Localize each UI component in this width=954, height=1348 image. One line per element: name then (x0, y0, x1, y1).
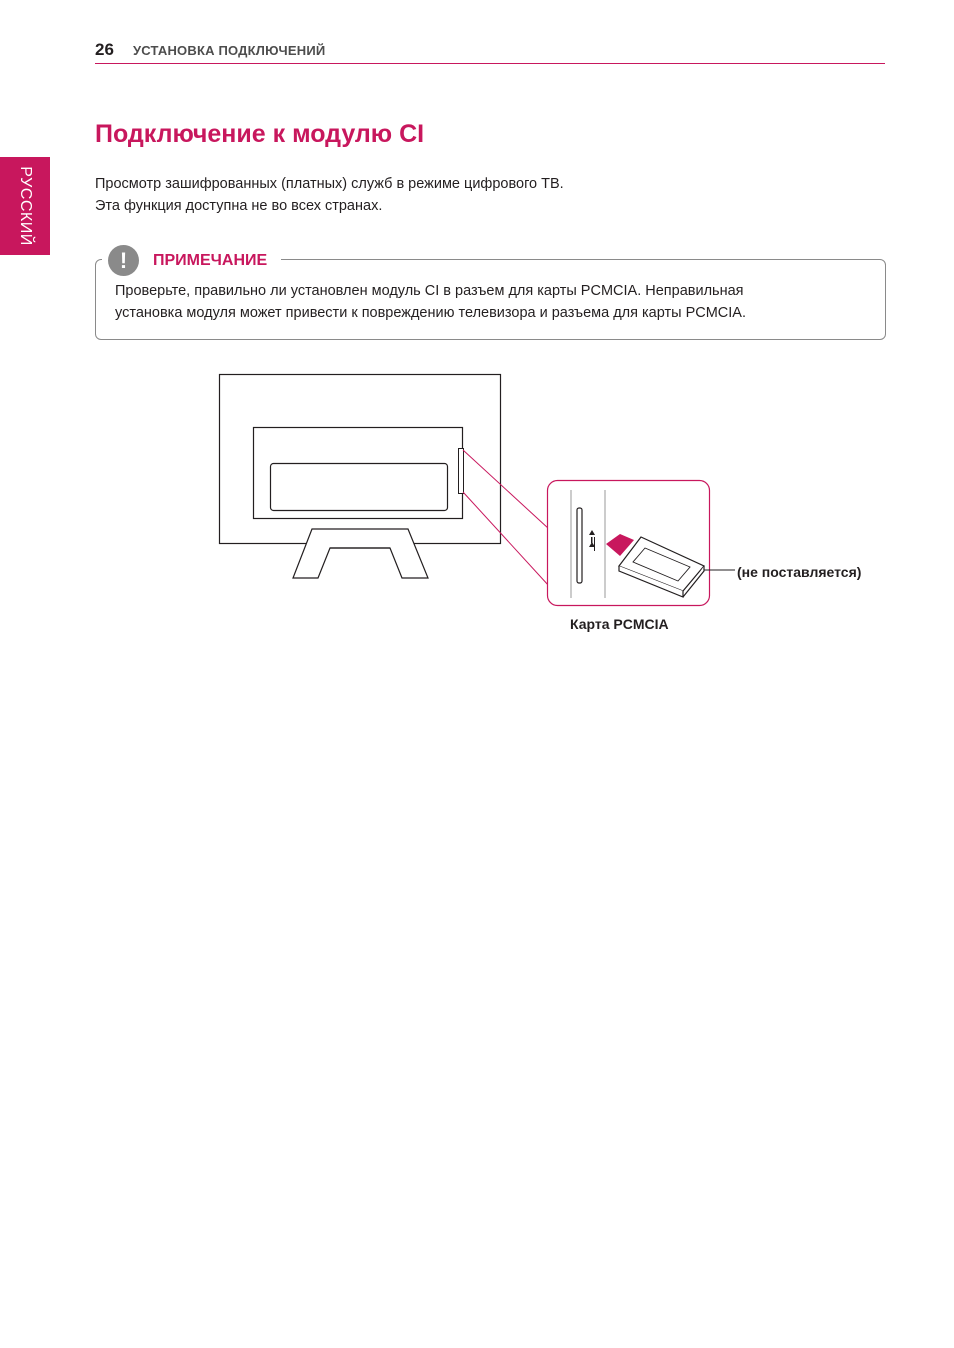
ci-slot (459, 449, 464, 494)
intro-line: Эта функция доступна не во всех странах. (95, 198, 383, 214)
section-title: УСТАНОВКА ПОДКЛЮЧЕНИЙ (133, 43, 326, 58)
pcmcia-card-label: Карта PCMCIA (570, 616, 669, 632)
tv-inner-panel (271, 464, 448, 511)
note-line: Проверьте, правильно ли установлен модуль CI в разъем для карты PCMCIA. Неправильная (115, 283, 744, 299)
page-number: 26 (95, 40, 114, 59)
tv-stand (293, 529, 428, 578)
note-line: установка модуля может привести к повреждению телевизора и разъема для карты PCMCIA. (115, 305, 747, 321)
language-tab-label: РУССКИЙ (17, 166, 34, 246)
pcmcia-slot (577, 508, 582, 583)
page-title: Подключение к модулю CI (95, 120, 425, 148)
not-supplied-label: (не поставляется) (737, 564, 862, 580)
note-label: ПРИМЕЧАНИЕ (153, 251, 268, 269)
exclamation-icon: ! (108, 245, 139, 276)
intro-line: Просмотр зашифрованных (платных) служб в режиме цифрового ТВ. (95, 176, 564, 192)
